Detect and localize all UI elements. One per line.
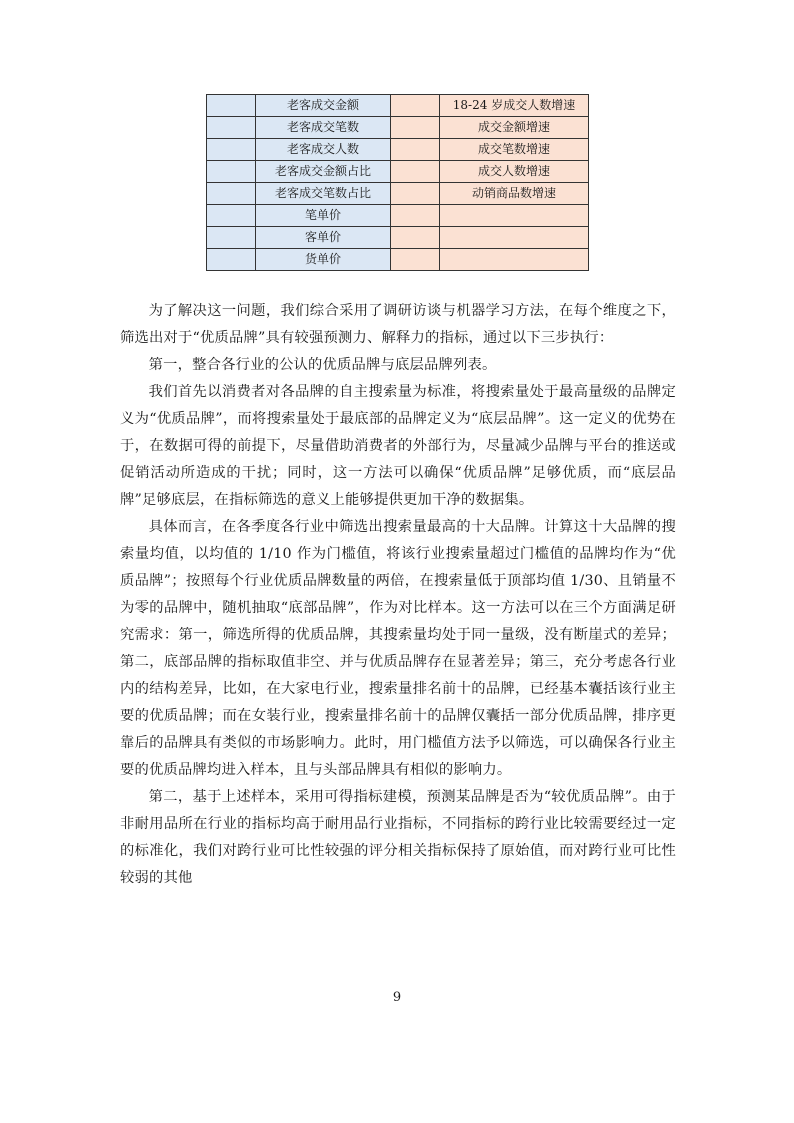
table-cell-right [440, 205, 589, 227]
table-row [207, 227, 589, 249]
table-cell-left: 老客成交金额 [256, 95, 391, 117]
table-blank-cell [207, 205, 256, 227]
table-row [207, 183, 589, 205]
table-blank-cell [391, 249, 440, 271]
page-number: 9 [392, 990, 402, 1005]
table-blank-cell [391, 161, 440, 183]
metrics-table [206, 94, 589, 271]
table-blank-cell [391, 205, 440, 227]
table-blank-cell [391, 117, 440, 139]
table-blank-cell [207, 117, 256, 139]
paragraph-step-two: 第二，基于上述样本，采用可得指标建模，预测某品牌是否为“较优质品牌”。由于非耐用品所在行业的指标均高于耐用品行业指标，不同指标的跨行业比较需要经过一定的标准化，我们对跨行业可比性较强的评分相关指标保持了原始值，而对跨行业可比性较弱的其他 [120, 789, 676, 886]
table-cell-right [440, 249, 589, 271]
table-blank-cell [207, 183, 256, 205]
paragraph-method: 具体而言，在各季度各行业中筛选出搜索量最高的十大品牌。计算这十大品牌的搜索量均值，以均值的 1/10 作为门槛值，将该行业搜索量超过门槛值的品牌均作为“优质品牌”；按照每个行业优质品牌数量的两倍，在搜索量低于顶部均值 1/30、且销量不为零的品牌中，随机抽取“底部品牌”，作为对比样本。这一方法可以在三个方面满足研究需求：第一，筛选所得的优质品牌，其搜索量均处于同一量级，没有断崖式的差异；第二，底部品牌的指标取值非空、并与优质品牌存在显著差异；第三，充分考虑各行业内的结构差异，比如，在大家电行业，搜索量排名前十的品牌，已经基本囊括该行业主要的优质品牌；而在女装行业，搜索量排名前十的品牌仅囊括一部分优质品牌，排序更靠后的品牌具有类似的市场影响力。此时，用门槛值方法予以筛选，可以确保各行业主要的优质品牌均进入样本，且与头部品牌具有相似的影响力。 [120, 519, 676, 778]
table-cell-right: 成交人数增速 [440, 161, 589, 183]
table-blank-cell [391, 227, 440, 249]
table-row [207, 117, 589, 139]
table-blank-cell [207, 161, 256, 183]
table-blank-cell [207, 95, 256, 117]
table-cell-right: 成交笔数增速 [440, 139, 589, 161]
table-cell-left: 老客成交笔数 [256, 117, 391, 139]
table-blank-cell [207, 139, 256, 161]
body-text [120, 298, 676, 892]
table-blank-cell [391, 139, 440, 161]
table-cell-right [440, 227, 589, 249]
table-cell-left: 老客成交笔数占比 [256, 183, 391, 205]
table-blank-cell [391, 183, 440, 205]
table-cell-right: 动销商品数增速 [440, 183, 589, 205]
table-cell-right: 18-24 岁成交人数增速 [440, 95, 589, 117]
table-cell-left: 老客成交人数 [256, 139, 391, 161]
table-blank-cell [207, 249, 256, 271]
table-cell-right: 成交金额增速 [440, 117, 589, 139]
table-row [207, 249, 589, 271]
table-blank-cell [391, 95, 440, 117]
paragraph-intro: 为了解决这一问题，我们综合采用了调研访谈与机器学习方法，在每个维度之下，筛选出对于“优质品牌”具有较强预测力、解释力的指标，通过以下三步执行： [120, 303, 676, 346]
table-row [207, 95, 589, 117]
table-row [207, 161, 589, 183]
table-blank-cell [207, 227, 256, 249]
table-cell-left: 货单价 [256, 249, 391, 271]
paragraph-step-one-heading: 第一，整合各行业的公认的优质品牌与底层品牌列表。 [148, 357, 497, 373]
table-cell-left: 老客成交金额占比 [256, 161, 391, 183]
table-cell-left: 笔单价 [256, 205, 391, 227]
table-row [207, 205, 589, 227]
table-row [207, 139, 589, 161]
paragraph-definition: 我们首先以消费者对各品牌的自主搜索量为标准，将搜索量处于最高量级的品牌定义为“优质品牌”，而将搜索量处于最底部的品牌定义为“底层品牌”。这一定义的优势在于，在数据可得的前提下，尽量借助消费者的外部行为，尽量减少品牌与平台的推送或促销活动所造成的干扰；同时，这一方法可以确保“优质品牌”足够优质，而“底层品牌”足够底层，在指标筛选的意义上能够提供更加干净的数据集。 [120, 384, 676, 508]
table-cell-left: 客单价 [256, 227, 391, 249]
